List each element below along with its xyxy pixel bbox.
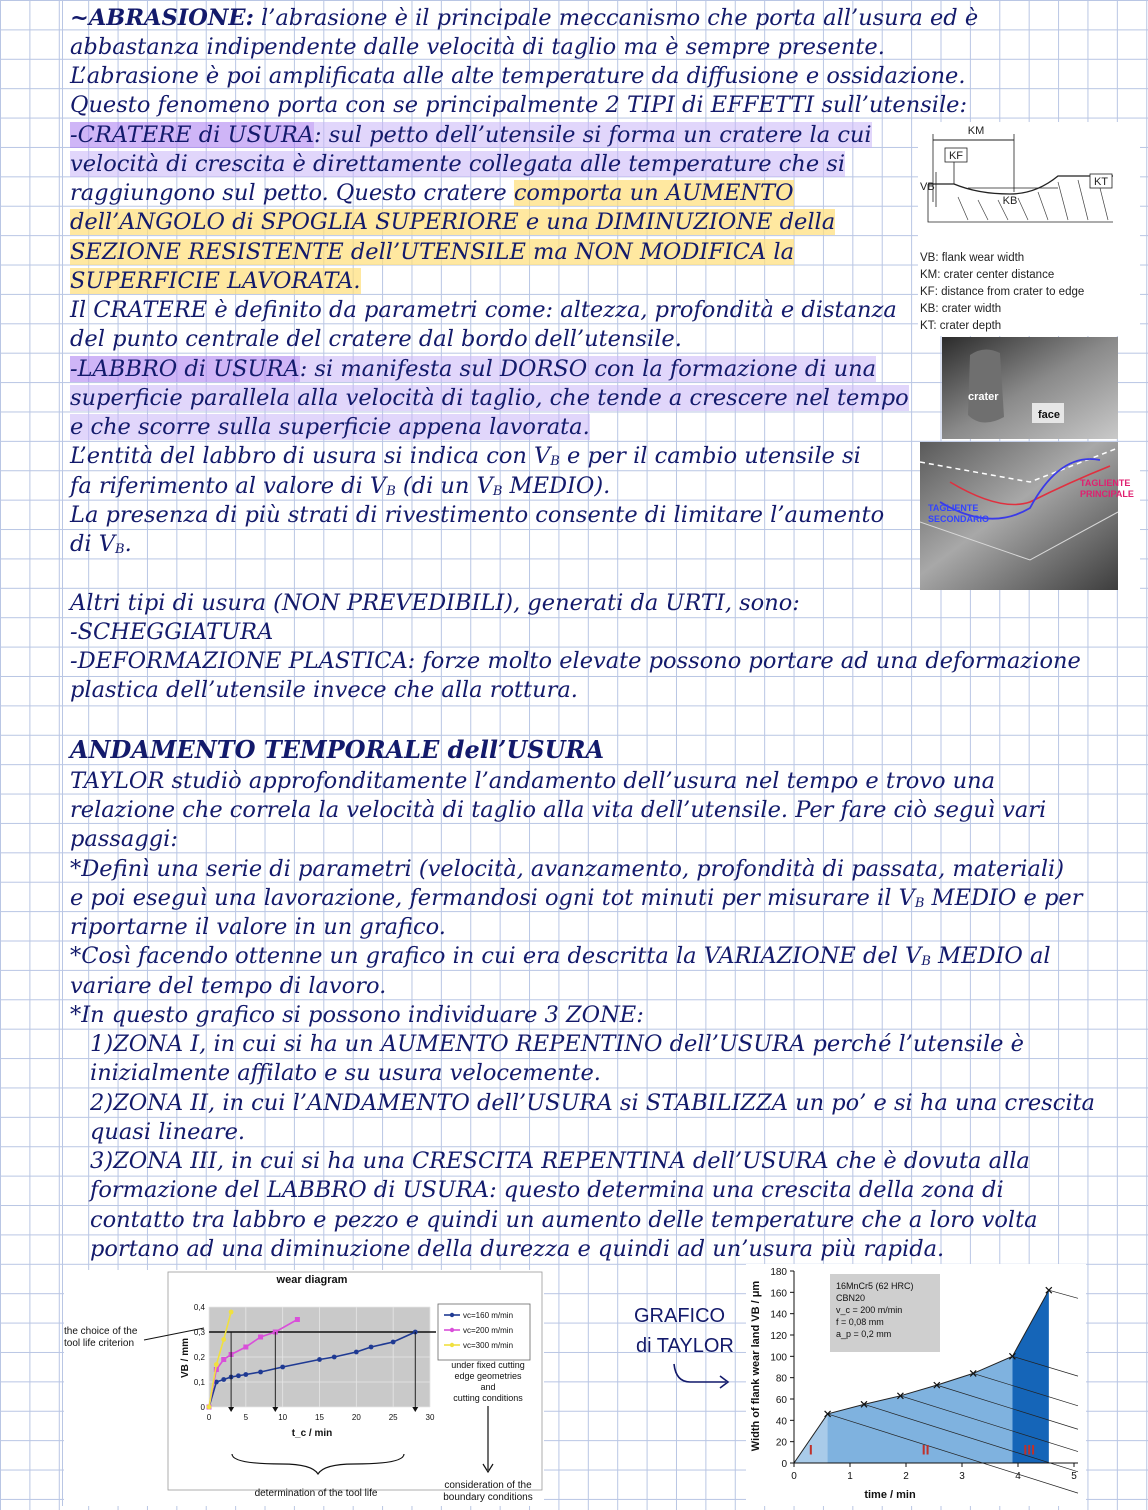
wear-diagram-chart (64, 1270, 544, 1506)
wear-ytick-label: 0 (200, 1403, 205, 1412)
text-line: passaggi: (70, 826, 178, 852)
text-line: 2)ZONA II, in cui l’ANDAMENTO dell’USURA si STABILIZZA un po’ e si ha una crescita (90, 1090, 1095, 1116)
taylor-chart-panel (746, 1264, 1086, 1506)
wear-legend-marker (450, 1328, 454, 1332)
wear-ytick-label: 0,2 (193, 1353, 205, 1362)
legend-kf: KF: distance from crater to edge (920, 286, 1085, 298)
wear-note-4: cutting conditions (453, 1393, 523, 1403)
wear-xtick-label: 0 (206, 1413, 212, 1422)
bottom-label: determination of the tool life (254, 1488, 378, 1499)
wear-point (369, 1345, 374, 1350)
wear-legend-marker (450, 1313, 454, 1317)
wear-xtick-label: 20 (351, 1413, 361, 1422)
taylor-ytick-label: 120 (770, 1331, 787, 1342)
text-line: dell’ANGOLO di SPOGLIA SUPERIORE e una DIMINUZIONE della (70, 209, 836, 235)
label-km: KM (967, 125, 985, 137)
text-line: La presenza di più strati di rivestimento consente di limitare l’aumento (70, 502, 885, 528)
photo-label-primary-1: TAGLIENTE (1080, 478, 1131, 488)
section-title-abrasione: ~ABRASIONE: (70, 5, 254, 31)
bottom-right-label-1: consideration of the (444, 1480, 532, 1491)
taylor-ytick-label: 20 (775, 1437, 787, 1449)
wear-ytick-label: 0,3 (193, 1328, 205, 1337)
crater-diagram-svg (918, 122, 1140, 336)
taylor-ytick-label: 60 (775, 1395, 787, 1406)
text-line: *Definì una serie di parametri (velocità, avanzamento, profondità di passata, materiali) (70, 856, 1065, 882)
text-line: -CRATERE di USURA: sul petto dell’utensile si forma un cratere la cui (70, 122, 872, 148)
text-line: -SCHEGGIATURA (70, 619, 274, 645)
wear-xtick-label: 30 (425, 1413, 435, 1422)
wear-ytick-label: 0,4 (193, 1303, 205, 1312)
text-line: L’abrasione è poi amplificata alle alte temperature da diffusione e ossidazione. (70, 63, 966, 89)
handwritten-note-svg (616, 1286, 766, 1396)
taylor-zone-label: II (921, 1441, 930, 1458)
text-line: *In questo grafico si possono individuare 3 ZONE: (70, 1002, 644, 1028)
wear-diagram-title: wear diagram (276, 1274, 348, 1286)
text-line: SUPERFICIE LAVORATA. (70, 268, 361, 294)
text-line: raggiungono sul petto. Questo cratere comporta un AUMENTO (70, 180, 794, 206)
wear-ytick-label: 0,1 (193, 1378, 205, 1387)
wear-legend-label: vc=160 m/min (463, 1311, 514, 1320)
wear-xtick-label: 5 (243, 1413, 249, 1422)
wear-point (207, 1405, 212, 1410)
photo-label-secondary-2: SECONDARIO (928, 514, 990, 524)
wear-point (229, 1310, 234, 1315)
taylor-chart (746, 1264, 1086, 1506)
text-line: L’entità del labbro di usura si indica con $V_B$ e per il cambio utensile si (70, 443, 861, 469)
taylor-ytick-label: 140 (770, 1309, 787, 1321)
taylor-info-line: 16MnCr5 (62 HRC) (836, 1281, 914, 1291)
text-line: plastica dell’utensile invece che alla rottura. (70, 677, 578, 703)
wear-point (214, 1362, 219, 1367)
text-line: fa riferimento al valore di $V_B$ (di un $V_B$ MEDIO). (70, 473, 611, 499)
text-line: inizialmente affilato e su usura velocemente. (90, 1060, 601, 1086)
taylor-info-line: a_p = 0,2 mm (836, 1329, 892, 1339)
taylor-xlabel: time / min (864, 1489, 916, 1501)
side-label-1: the choice of the (64, 1326, 138, 1337)
taylor-ylabel: Width of flank wear land VB / μm (750, 1280, 762, 1452)
text-line: contatto tra labbro e pezzo e quindi un aumento delle temperature che a loro volta (90, 1207, 1038, 1233)
wear-point (295, 1317, 300, 1322)
crater-diagram (918, 122, 1140, 336)
flank-wear-photo (920, 442, 1140, 590)
wear-note-3: and (480, 1382, 496, 1392)
label-kt: KT (1093, 176, 1109, 188)
wear-xtick-label: 25 (388, 1413, 398, 1422)
text-line: 3)ZONA III, in cui si ha una CRESCITA REPENTINA dell’USURA che è dovuta alla (90, 1148, 1030, 1174)
wear-point (332, 1355, 337, 1360)
text-line: del punto centrale del cratere dal bordo dell’utensile. (70, 326, 682, 352)
text-line: formazione del LABBRO di USURA: questo determina una crescita della zona di (90, 1177, 1004, 1203)
wear-diagram-panel (64, 1270, 544, 1506)
taylor-ytick-label: 0 (781, 1459, 787, 1470)
text-line: superficie parallela alla velocità di taglio, che tende a crescere nel tempo (70, 385, 909, 411)
side-label-2: tool life criterion (64, 1338, 135, 1349)
wear-note-1: under fixed cutting (451, 1360, 525, 1370)
wear-point (243, 1345, 248, 1350)
taylor-ytick-label: 80 (775, 1373, 787, 1385)
wear-note-2: edge geometries (454, 1371, 522, 1381)
wear-diagram-ylabel: VB / mm (180, 1337, 191, 1379)
flank-wear-photo-svg (920, 442, 1140, 590)
text-line: portano ad una diminuzione della durezza e quindi ad un’usura più rapida. (90, 1236, 945, 1262)
taylor-xtick-label: 0 (791, 1471, 797, 1482)
bottom-right-label-2: boundary conditions (443, 1492, 533, 1503)
wear-point (243, 1372, 248, 1377)
wear-point (258, 1370, 263, 1375)
section-heading: ANDAMENTO TEMPORALE dell’USURA (70, 735, 605, 764)
wear-xtick-label: 15 (315, 1413, 324, 1422)
taylor-ytick-label: 160 (770, 1288, 787, 1300)
legend-kt: KT: crater depth (920, 320, 1002, 332)
photo-label-secondary-1: TAGLIENTE (928, 503, 979, 513)
wear-diagram-xlabel: t_c / min (291, 1428, 333, 1439)
text-line: di $V_B$. (70, 531, 132, 557)
taylor-xtick-label: 4 (1015, 1471, 1021, 1482)
photo-label-primary-2: PRINCIPALE (1080, 489, 1134, 499)
wear-point (317, 1357, 322, 1362)
wear-point (236, 1373, 241, 1378)
wear-point (354, 1350, 359, 1355)
taylor-info-line: f = 0,08 mm (836, 1317, 884, 1327)
taylor-xtick-label: 5 (1071, 1471, 1077, 1482)
taylor-info-line: CBN20 (836, 1293, 866, 1303)
wear-legend-label: vc=300 m/min (463, 1341, 514, 1350)
taylor-xtick-label: 3 (959, 1471, 965, 1482)
label-kb: KB (1002, 195, 1018, 207)
taylor-xtick-label: 2 (903, 1471, 909, 1482)
text-line: variare del tempo di lavoro. (70, 973, 387, 999)
notebook-margin-line (62, 0, 63, 1506)
label-kf: KF (948, 150, 964, 162)
crater-photo-svg (942, 337, 1118, 439)
crater-photo (942, 337, 1118, 439)
label-vb: VB (920, 181, 935, 193)
handwritten-di-taylor: di TAYLOR (636, 1335, 734, 1357)
taylor-ytick-label: 180 (770, 1267, 787, 1278)
wear-point (391, 1340, 396, 1345)
taylor-info-line: v_c = 200 m/min (836, 1305, 903, 1315)
legend-vb: VB: flank wear width (920, 252, 1025, 264)
text-line: TAYLOR studiò approfonditamente l’andamento dell’usura nel tempo e trovo una (70, 768, 996, 794)
wear-point (280, 1365, 285, 1370)
legend-kb: KB: crater width (920, 303, 1002, 315)
text-line: abbastanza indipendente dalle velocità di taglio ma è sempre presente. (70, 34, 885, 60)
photo-label-face: face (1038, 409, 1061, 421)
text-line: *Così facendo ottenne un grafico in cui era descritta la VARIAZIONE del $V_B$ MEDIO al (70, 943, 1051, 969)
text-line: quasi lineare. (90, 1119, 246, 1145)
text-line: velocità di crescita è direttamente collegata alle temperature che si (70, 151, 846, 177)
wear-point (221, 1377, 226, 1382)
labbro-label: -LABBRO di USURA (70, 356, 300, 382)
wear-point (258, 1335, 263, 1340)
text-line: Il CRATERE è definito da parametri come: altezza, profondità e distanza (70, 297, 897, 323)
cratere-label: -CRATERE di USURA (70, 122, 315, 148)
text-line: Altri tipi di usura (NON PREVEDIBILI), generati da URTI, sono: (70, 590, 800, 616)
text-line: e che scorre sulla superficie appena lavorata. (70, 414, 590, 440)
text-line: ~ABRASIONE: l’abrasione è il principale meccanismo che porta all’usura ed è (70, 5, 979, 31)
taylor-xtick-label: 1 (847, 1471, 853, 1482)
text-line: -DEFORMAZIONE PLASTICA: forze molto elevate possono portare ad una deformazione (70, 648, 1081, 674)
text-line: Questo fenomeno porta con se principalmente 2 TIPI di EFFETTI sull’utensile: (70, 92, 968, 118)
wear-legend-marker (450, 1343, 454, 1347)
text-line: relazione che correla la velocità di taglio alla vita dell’utensile. Per fare ciò seguì vari (70, 797, 1047, 823)
text-line: riportarne il valore in un grafico. (70, 914, 446, 940)
legend-km: KM: crater center distance (920, 269, 1055, 281)
wear-point (221, 1357, 226, 1362)
taylor-ytick-label: 40 (775, 1416, 787, 1428)
text-line: SEZIONE RESISTENTE dell’UTENSILE ma NON MODIFICA la (70, 239, 795, 265)
wear-xtick-label: 10 (278, 1413, 288, 1422)
text-line: e poi eseguì una lavorazione, fermandosi ogni tot minuti per misurare il $V_B$ MEDIO e per (70, 885, 1083, 911)
handwritten-grafico: GRAFICO (634, 1305, 726, 1327)
handwritten-note (616, 1286, 766, 1396)
photo-label-crater: crater (968, 391, 999, 403)
text-line: 1)ZONA I, in cui si ha un AUMENTO REPENTINO dell’USURA perché l’utensile è (90, 1031, 1024, 1057)
wear-point (221, 1337, 226, 1342)
text-line: -LABBRO di USURA: si manifesta sul DORSO con la formazione di una (70, 356, 877, 382)
wear-legend-label: vc=200 m/min (463, 1326, 514, 1335)
taylor-zone-label: I (808, 1441, 813, 1458)
taylor-zone-label: III (1023, 1441, 1036, 1458)
taylor-ytick-label: 100 (770, 1352, 787, 1364)
